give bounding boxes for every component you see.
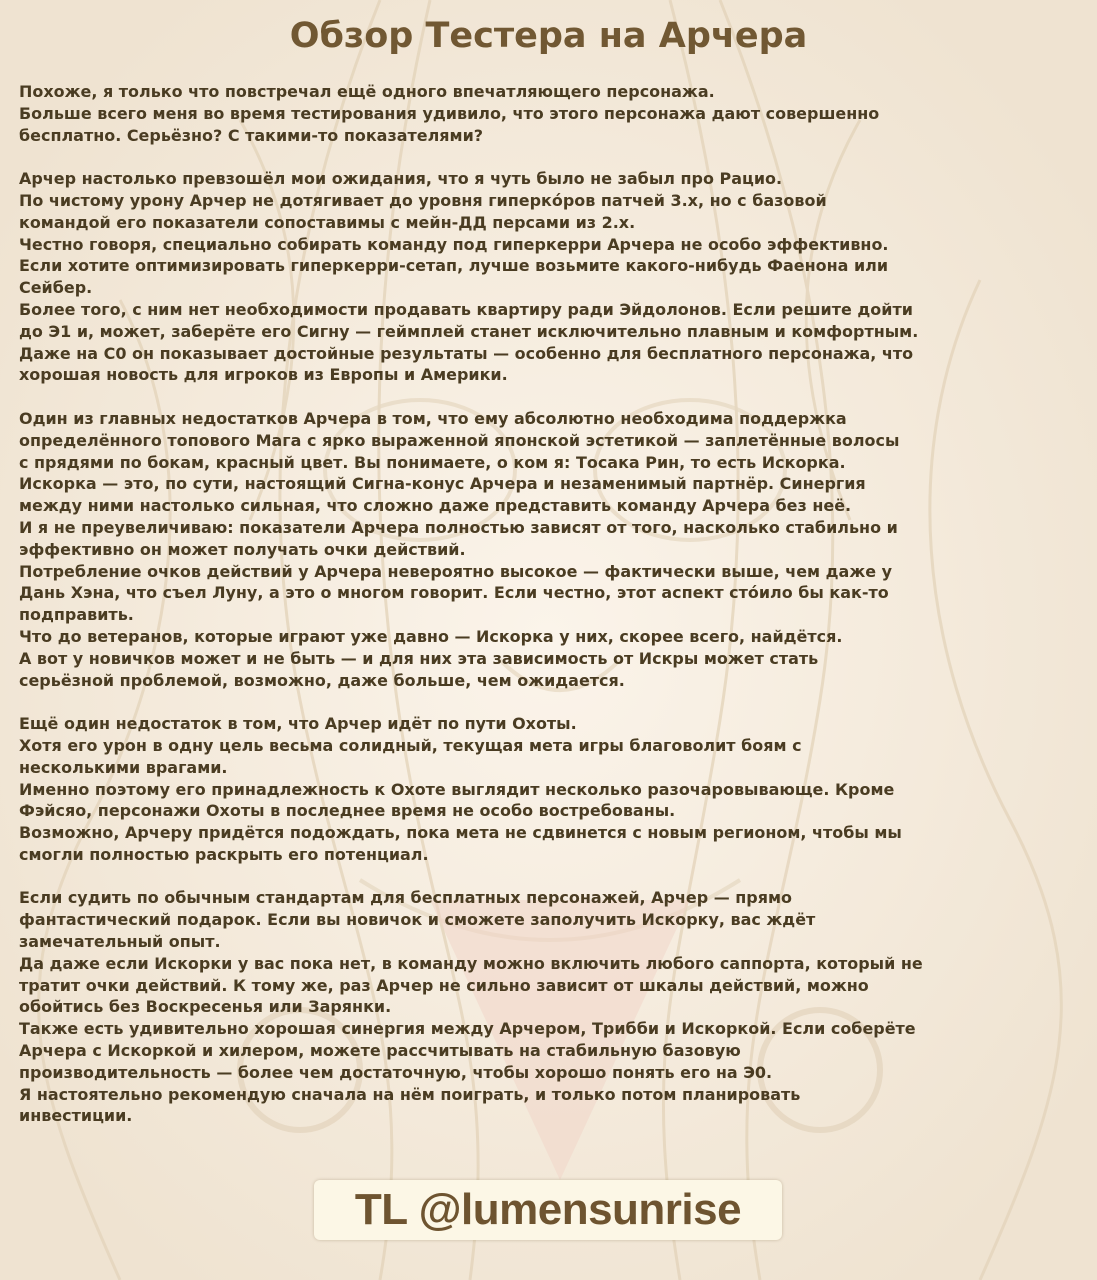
review-body	[19, 81, 1089, 1127]
text-line: Сейбер.	[19, 278, 93, 298]
text-line: Даже на С0 он показывает достойные результаты — особенно для бесплатного персонажа, что	[19, 343, 914, 363]
text-line: Хотя его урон в одну цель весьма солидный, текущая мета игры благоволит боям с	[19, 735, 802, 755]
text-line: Фэйсяо, персонажи Охоты в последнее время не особо востребованы.	[19, 801, 676, 821]
translator-credit: TL @lumensunrise	[354, 1185, 742, 1234]
text-line: между ними настолько сильная, что сложно даже представить команду Арчера без неё.	[19, 496, 852, 516]
text-line: с прядями по бокам, красный цвет. Вы понимаете, о ком я: Тосака Рин, то есть Искорка.	[19, 452, 846, 472]
translator-credit-box	[314, 1180, 782, 1240]
text-line: Более того, с ним нет необходимости продавать квартиру ради Эйдолонов. Если решите дойти	[19, 299, 913, 319]
text-line: замечательный опыт.	[19, 932, 221, 952]
text-line: И я не преувеличиваю: показатели Арчера полностью зависят от того, насколько стабильно и	[19, 517, 898, 537]
text-line: обойтись без Воскресенья или Зарянки.	[19, 997, 392, 1017]
text-line: бесплатно. Серьёзно? С такими-то показателями?	[19, 125, 484, 145]
text-line: производительность — более чем достаточную, чтобы хорошо понять его на Э0.	[19, 1062, 773, 1082]
text-line: Дань Хэна, что съел Луну, а это о многом говорит. Если честно, этот аспект сто́ило бы как-то	[19, 583, 889, 603]
text-line: Я настоятельно рекомендую сначала на нём поиграть, и только потом планировать	[19, 1084, 801, 1104]
review-paragraph	[19, 887, 1089, 1127]
text-line: инвестиции.	[19, 1106, 133, 1126]
text-line: командой его показатели сопоставимы с мейн-ДД персами из 2.x.	[19, 212, 636, 232]
text-line: Именно поэтому его принадлежность к Охоте выглядит несколько разочаровывающе. Кроме	[19, 779, 895, 799]
text-line: Арчер настолько превзошёл мои ожидания, что я чуть было не забыл про Рацио.	[19, 169, 783, 189]
text-line: Если хотите оптимизировать гиперкерри-сетап, лучше возьмите какого-нибудь Фаенона или	[19, 256, 889, 276]
text-line: Потребление очков действий у Арчера невероятно высокое — фактически выше, чем даже у	[19, 561, 893, 581]
text-line: Искорка — это, по сути, настоящий Сигна-конус Арчера и незаменимый партнёр. Синергия	[19, 474, 866, 494]
text-line: подправить.	[19, 605, 134, 625]
text-line: Ещё один недостаток в том, что Арчер идёт по пути Охоты.	[19, 714, 577, 734]
review-paragraph	[19, 81, 1089, 146]
text-line: смогли полностью раскрыть его потенциал.	[19, 844, 429, 864]
text-line: тратит очки действий. К тому же, раз Арчер не сильно зависит от шкалы действий, можно	[19, 975, 869, 995]
text-line: эффективно он может получать очки действий.	[19, 539, 466, 559]
text-line: Если судить по обычным стандартам для бесплатных персонажей, Арчер — прямо	[19, 888, 793, 908]
text-line: Похоже, я только что повстречал ещё одного впечатляющего персонажа.	[19, 82, 715, 101]
text-line: Больше всего меня во время тестирования удивило, что этого персонажа дают совершенно	[19, 103, 880, 123]
text-line: Возможно, Арчеру придётся подождать, пока мета не сдвинется с новым регионом, чтобы мы	[19, 823, 902, 843]
review-paragraph	[19, 168, 1089, 386]
text-line: Что до ветеранов, которые играют уже давно — Искорка у них, скорее всего, найдётся.	[19, 626, 843, 646]
text-line: хорошая новость для игроков из Европы и Америки.	[19, 365, 508, 385]
text-line: до Э1 и, может, заберёте его Сигну — геймплей станет исключительно плавным и комфортным.	[19, 321, 919, 341]
text-line: фантастический подарок. Если вы новичок и сможете заполучить Искорку, вас ждёт	[19, 910, 816, 930]
review-paragraph	[19, 408, 1089, 691]
text-line: А вот у новичков может и не быть — и для них эта зависимость от Искры может стать	[19, 648, 819, 668]
text-line: Также есть удивительно хорошая синергия между Арчером, Трибби и Искоркой. Если соберёте	[19, 1019, 916, 1039]
text-line: определённого топового Мага с ярко выраженной японской эстетикой — заплетённые волосы	[19, 430, 900, 450]
text-line: Да даже если Искорки у вас пока нет, в команду можно включить любого саппорта, который не	[19, 953, 923, 973]
text-line: несколькими врагами.	[19, 757, 228, 777]
text-line: Один из главных недостатков Арчера в том, что ему абсолютно необходима поддержка	[19, 408, 847, 428]
text-line: серьёзной проблемой, возможно, даже больше, чем ожидается.	[19, 670, 625, 690]
text-line: Честно говоря, специально собирать команду под гиперкерри Арчера не особо эффективно.	[19, 234, 889, 254]
review-paragraph	[19, 713, 1089, 866]
text-line: Арчера с Искоркой и хилером, можете рассчитывать на стабильную базовую	[19, 1041, 741, 1061]
page-title: Обзор Тестера на Арчера	[289, 16, 808, 56]
text-line: По чистому урону Арчер не дотягивает до уровня гиперко́ров патчей 3.x, но с базовой	[19, 190, 827, 210]
